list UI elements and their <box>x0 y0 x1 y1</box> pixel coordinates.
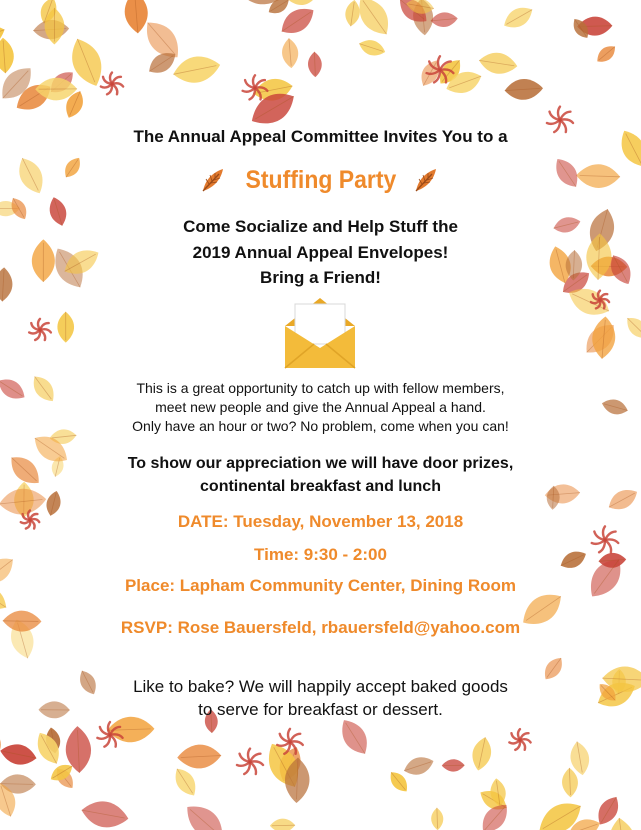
event-rsvp: RSVP: Rose Bauersfeld, rbauersfeld@yahoo.com <box>120 618 521 637</box>
bake-request-line: Like to bake? We will happily accept baked goods <box>133 677 508 696</box>
body-text-line: meet new people and give the Annual Appeal a hand. <box>155 399 486 415</box>
title-row <box>0 162 641 198</box>
event-date: DATE: Tuesday, November 13, 2018 <box>177 512 464 531</box>
subheading-line: Come Socialize and Help Stuff the <box>183 217 458 236</box>
autumn-leaf-icon <box>412 165 442 195</box>
bake-request-line: to serve for breakfast or dessert. <box>198 700 443 719</box>
appreciation-line: To show our appreciation we will have door prizes, <box>127 455 514 472</box>
event-place: Place: Lapham Community Center, Dining Room <box>124 576 517 595</box>
header-invite-text: The Annual Appeal Committee Invites You to a <box>133 127 508 146</box>
subheading-line: 2019 Annual Appeal Envelopes! <box>192 243 449 262</box>
open-envelope-icon <box>281 296 359 370</box>
appreciation-line: continental breakfast and lunch <box>200 478 441 495</box>
autumn-leaf-icon <box>199 165 229 195</box>
subheading-line: Bring a Friend! <box>260 268 381 287</box>
body-text-line: This is a great opportunity to catch up with fellow members, <box>136 380 505 396</box>
event-title: Stuffing Party <box>245 165 396 194</box>
event-time: Time: 9:30 - 2:00 <box>254 545 387 564</box>
body-text-line: Only have an hour or two? No problem, come when you can! <box>132 418 509 434</box>
